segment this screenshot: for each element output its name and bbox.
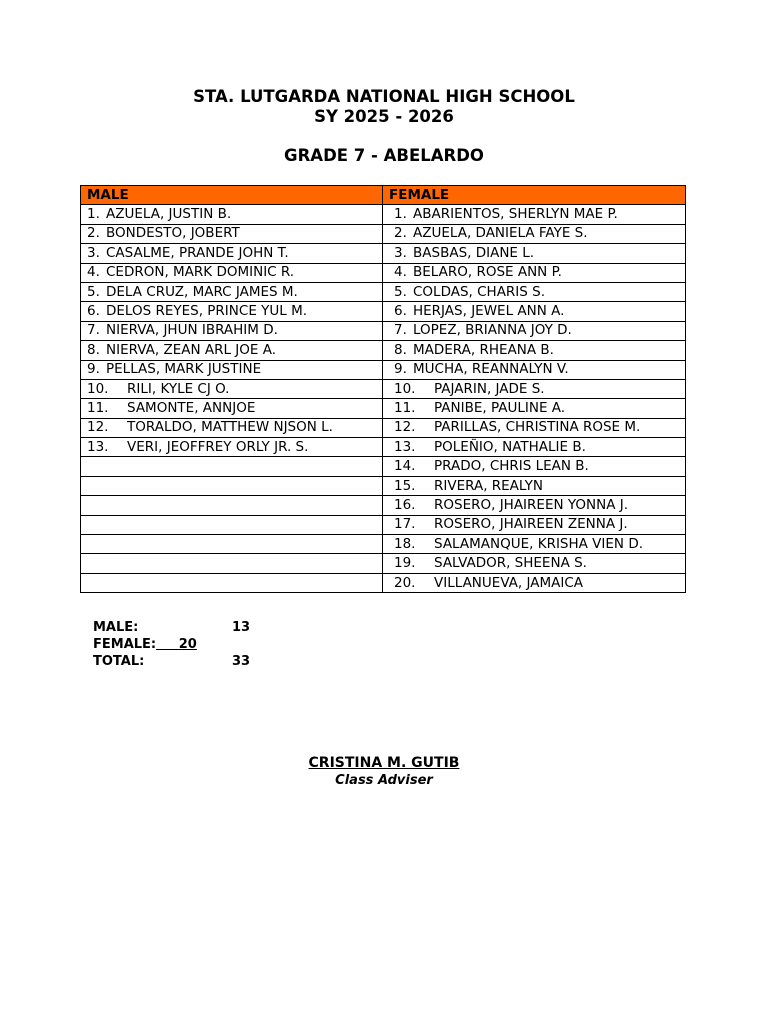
male-student-number: 5. [87,283,100,300]
female-student-cell [383,282,686,301]
table-row [81,573,686,592]
male-student-number: 2. [87,225,100,242]
table-row [81,515,686,534]
table-row [81,379,686,398]
table-row [81,321,686,340]
male-student-cell [81,554,383,573]
female-student-cell [383,535,686,554]
table-row [81,341,686,360]
female-student-number: 3. [394,244,407,261]
male-student-cell [81,399,383,418]
male-student-number: 13. [87,438,109,455]
female-student-name: PAJARIN, JADE S. [434,380,545,397]
table-row [81,476,686,495]
school-name: STA. LUTGARDA NATIONAL HIGH SCHOOL [193,87,575,106]
female-student-number: 2. [394,225,407,242]
male-student-cell [81,341,383,360]
female-student-number: 15. [394,477,416,494]
table-row [81,496,686,515]
summary-female [93,636,197,653]
summary-male-value: 13 [232,620,251,635]
female-student-number: 19. [394,555,416,572]
female-student-name: PANIBE, PAULINE A. [434,399,566,416]
female-student-cell [383,263,686,282]
female-student-number: 8. [394,341,407,358]
male-student-name: CEDRON, MARK DOMINIC R. [106,264,295,281]
female-student-cell [383,515,686,534]
male-student-name: RILI, KYLE CJ O. [127,380,230,397]
female-student-number: 14. [394,458,416,475]
summary-total-label: TOTAL: [93,654,145,669]
summary-total [93,653,251,670]
female-student-number: 16. [394,496,416,513]
female-student-name: LOPEZ, BRIANNA JOY D. [413,322,572,339]
table-header-row [81,186,686,205]
male-student-cell [81,360,383,379]
male-student-number: 10. [87,380,109,397]
female-student-name: SALAMANQUE, KRISHA VIEN D. [434,535,644,552]
female-student-name: MADERA, RHEANA B. [413,341,554,358]
male-student-name: DELOS REYES, PRINCE YUL M. [106,303,308,320]
male-student-number: 3. [87,244,100,261]
summary-female-label: FEMALE: [93,637,157,652]
male-student-name: TORALDO, MATTHEW NJSON L. [127,419,333,436]
female-student-name: ROSERO, JHAIREEN YONNA J. [434,496,629,513]
male-student-cell [81,496,383,515]
male-student-cell [81,515,383,534]
table-row [81,360,686,379]
table-row [81,244,686,263]
female-student-number: 10. [394,380,416,397]
female-student-name: ROSERO, JHAIREEN ZENNA J. [434,516,628,533]
adviser-name: CRISTINA M. GUTIB [308,755,460,771]
female-student-cell [383,205,686,224]
male-student-name: CASALME, PRANDE JOHN T. [106,244,289,261]
female-student-number: 18. [394,535,416,552]
adviser-role: Class Adviser [335,773,433,788]
male-student-cell [81,379,383,398]
female-student-cell [383,321,686,340]
female-student-number: 17. [394,516,416,533]
female-student-name: ABARIENTOS, SHERLYN MAE P. [413,206,618,223]
table-row [81,554,686,573]
female-student-cell [383,418,686,437]
female-student-cell [383,573,686,592]
male-student-cell [81,282,383,301]
female-student-cell [383,244,686,263]
female-student-cell [383,379,686,398]
female-student-number: 12. [394,419,416,436]
female-student-name: SALVADOR, SHEENA S. [434,555,587,572]
female-student-cell [383,360,686,379]
male-student-number: 6. [87,303,100,320]
table-row [81,418,686,437]
male-student-cell [81,457,383,476]
summary-female-value: 20 [178,637,197,652]
female-student-number: 20. [394,574,416,591]
male-student-name: AZUELA, JUSTIN B. [106,206,232,223]
table-row [81,457,686,476]
table-row [81,205,686,224]
female-student-name: COLDAS, CHARIS S. [413,283,546,300]
female-student-number: 9. [394,361,407,378]
female-student-number: 6. [394,303,407,320]
male-student-number: 11. [87,399,109,416]
female-student-cell [383,496,686,515]
female-student-number: 1. [394,206,407,223]
male-student-cell [81,418,383,437]
summary-total-value: 33 [232,654,251,669]
male-student-number: 7. [87,322,100,339]
male-student-name: NIERVA, JHUN IBRAHIM D. [106,322,278,339]
section-title: GRADE 7 - ABELARDO [284,146,484,165]
male-student-cell [81,224,383,243]
female-student-name: RIVERA, REALYN [434,477,543,494]
female-student-name: POLEÑIO, NATHALIE B. [434,438,586,455]
class-roster-table [80,185,686,593]
female-student-name: BASBAS, DIANE L. [413,244,535,261]
female-student-cell [383,224,686,243]
male-column-header: MALE [81,186,383,205]
female-student-name: PARILLAS, CHRISTINA ROSE M. [434,419,641,436]
female-student-name: VILLANUEVA, JAMAICA [434,574,584,591]
female-student-name: BELARO, ROSE ANN P. [413,264,562,281]
female-column-header: FEMALE [383,186,686,205]
male-student-name: BONDESTO, JOBERT [106,225,240,242]
female-student-cell [383,438,686,457]
table-row [81,263,686,282]
male-student-name: VERI, JEOFFREY ORLY JR. S. [127,438,309,455]
female-student-name: AZUELA, DANIELA FAYE S. [413,225,588,242]
female-student-cell [383,302,686,321]
male-student-cell [81,205,383,224]
summary-male [93,619,251,636]
table-row [81,302,686,321]
female-student-number: 4. [394,264,407,281]
male-student-number: 1. [87,206,100,223]
female-student-cell [383,341,686,360]
female-student-cell [383,476,686,495]
male-student-cell [81,535,383,554]
female-student-name: HERJAS, JEWEL ANN A. [413,303,565,320]
summary-male-label: MALE: [93,620,139,635]
female-student-cell [383,399,686,418]
male-student-number: 12. [87,419,109,436]
male-student-name: SAMONTE, ANNJOE [127,399,256,416]
male-student-number: 9. [87,361,100,378]
male-student-name: PELLAS, MARK JUSTINE [106,361,262,378]
male-student-name: DELA CRUZ, MARC JAMES M. [106,283,298,300]
female-student-number: 5. [394,283,407,300]
female-student-cell [383,554,686,573]
female-student-name: PRADO, CHRIS LEAN B. [434,458,589,475]
table-row [81,224,686,243]
school-year: SY 2025 - 2026 [314,107,454,126]
male-student-cell [81,302,383,321]
table-row [81,438,686,457]
male-student-cell [81,573,383,592]
male-student-number: 8. [87,341,100,358]
male-student-cell [81,263,383,282]
male-student-name: NIERVA, ZEAN ARL JOE A. [106,341,276,358]
female-student-name: MUCHA, REANNALYN V. [413,361,569,378]
male-student-cell [81,476,383,495]
male-student-cell [81,438,383,457]
female-student-cell [383,457,686,476]
female-student-number: 7. [394,322,407,339]
male-student-cell [81,321,383,340]
female-student-number: 13. [394,438,416,455]
table-row [81,399,686,418]
male-student-cell [81,244,383,263]
table-row [81,535,686,554]
table-row [81,282,686,301]
male-student-number: 4. [87,264,100,281]
female-student-number: 11. [394,399,416,416]
